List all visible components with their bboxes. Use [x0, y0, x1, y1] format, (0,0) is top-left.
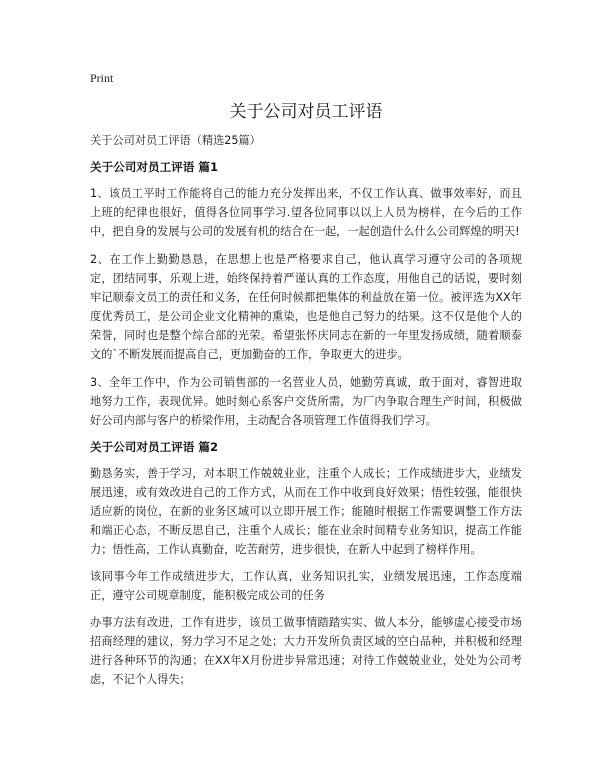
section-2 — [90, 439, 522, 689]
paragraph: 办事方法有改进，工作有进步，该员工做事情踏踏实实、做人本分，能够虚心接受市场招商经理的建议，努力学习不足之处；大力开发所负责区域的空白品种，并积极和经理进行各种环节的沟通；在XX年X月份进步异常迅速；对待工作兢兢业业，处处为公司考虑，不记个人得失； — [90, 616, 522, 686]
paragraph: 勤恳务实，善于学习，对本职工作兢兢业业，注重个人成长；工作成绩进步大，业绩发展迅速，或有效改进自己的工作方式，从而在工作中收到良好效果；悟性较强，能很快适应新的岗位，在新的业务区域可以立即开展工作；能随时根据工作需要调整工作方法和端正心态，不断反思自己，注重个人成长；能在业余时间精专业务知识，提高工作能力；悟性高，工作认真勤奋，吃苦耐劳，进步很快，在新人中起到了榜样作用。 — [90, 467, 522, 556]
print-label: Print — [90, 71, 114, 85]
paragraph: 该同事今年工作成绩进步大，工作认真，业务知识扎实，业绩发展迅速，工作态度端正，遵守公司规章制度，能积极完成公司的任务 — [90, 570, 522, 602]
document-page — [90, 70, 522, 697]
paragraph: 1、该员工平时工作能将自己的能力充分发挥出来，不仅工作认真、做事效率好，而且上班的纪律也很好，值得各位同事学习.望各位同事以以上人员为榜样，在今后的工作中，把自身的发展与公司的发展有机的结合在一起，一起创造什么什么公司辉煌的明天! — [90, 187, 522, 238]
section-heading: 关于公司对员工评语 篇1 — [90, 160, 219, 174]
document-subtitle: 关于公司对员工评语（精选25篇） — [90, 134, 261, 147]
paragraph: 3、全年工作中，作为公司销售部的一名营业人员，她勤劳真诚，敢于面对，睿智进取地努力工作，表现优异。她时刻心系客户交货所需，为厂内争取合理生产时间，积极做好公司内部与客户的桥梁作用，主动配合各项管理工作值得我们学习。 — [90, 376, 522, 427]
section-1 — [90, 159, 522, 430]
section-heading: 关于公司对员工评语 篇2 — [90, 440, 219, 454]
paragraph: 2、在工作上勤勤恳恳，在思想上也是严格要求自己，他认真学习遵守公司的各项规定，团结同事，乐观上进，始终保持着严谨认真的工作态度，用他自己的话说，要时刻牢记顺泰文员工的责任和义务，在任何时候都把集体的利益放在第一位。被评选为XX年度优秀员工，是公司企业文化精神的熏染，也是他自己努力的结果。这不仅是他个人的荣誉，同时也是整个综合部的光荣。希望张怀庆同志在新的一年里发扬成绩，随着顺泰文的`不断发展而提高自己，更加勤奋的工作，争取更大的进步。 — [90, 253, 522, 361]
document-title: 关于公司对员工评语 — [229, 102, 383, 122]
